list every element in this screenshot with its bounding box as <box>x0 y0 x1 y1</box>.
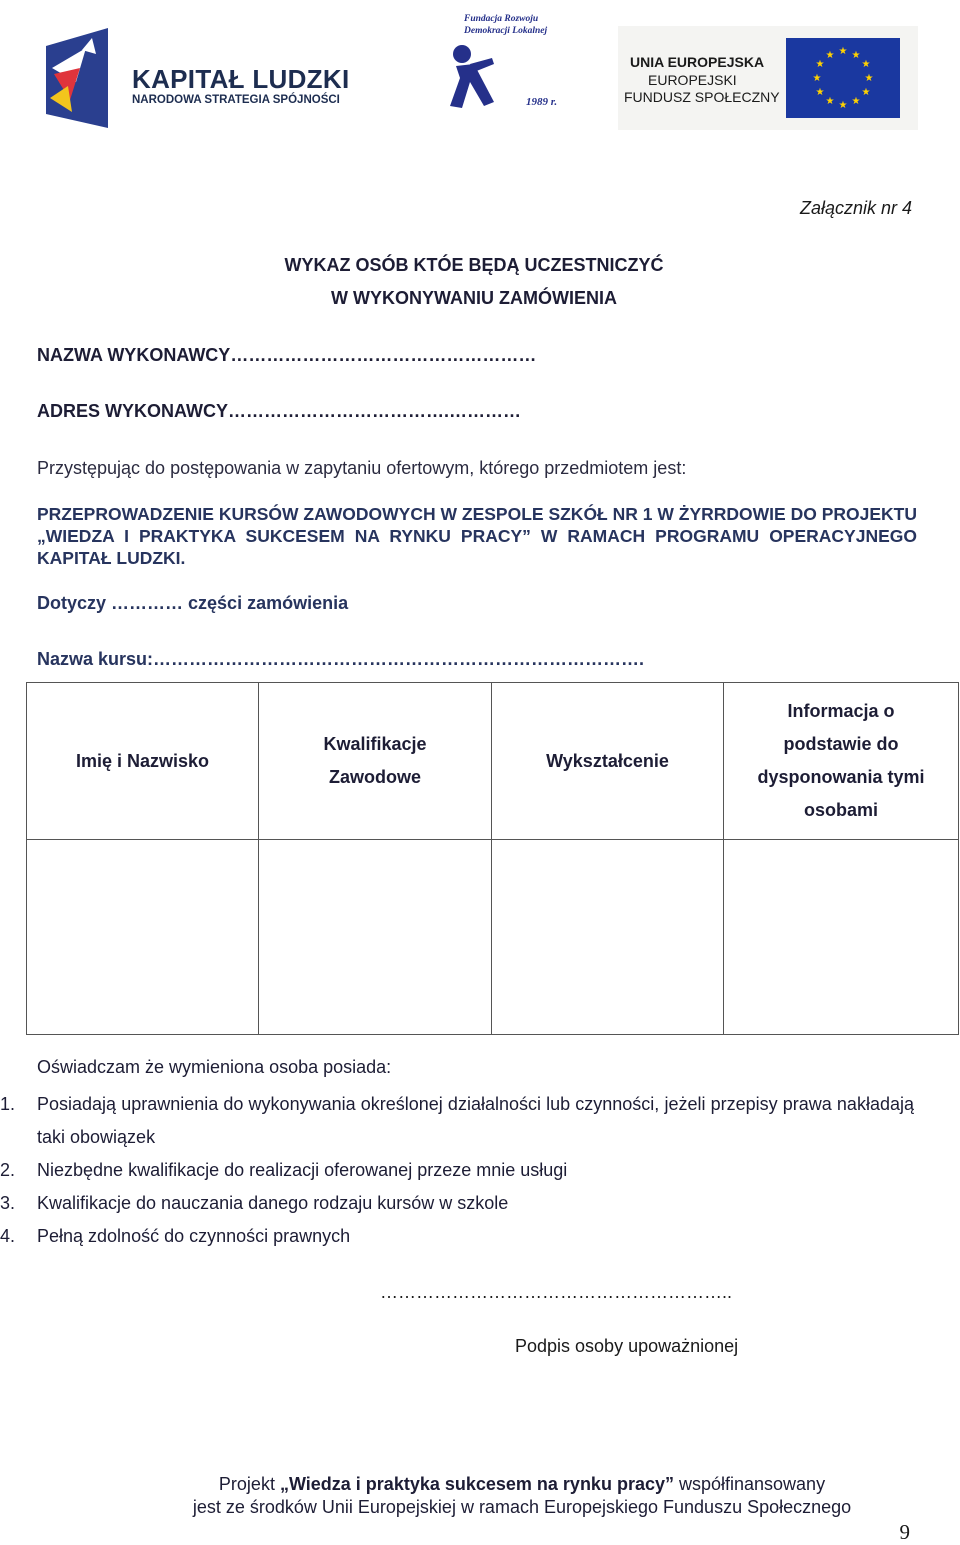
table-cell-disposal-basis[interactable] <box>724 840 959 1035</box>
svg-text:★: ★ <box>851 50 861 61</box>
header-name: Imię i Nazwisko <box>27 683 259 840</box>
kapital-ludzki-mark-icon <box>46 28 108 128</box>
fundacja-name-line2: Demokracji Lokalnej <box>464 26 548 36</box>
eu-logo <box>618 26 918 130</box>
svg-text:★: ★ <box>864 73 874 84</box>
document-title-line1: WYKAZ OSÓB KTÓE BĘDĄ UCZESTNICZYĆ <box>284 255 664 275</box>
list-item: 3. Kwalifikacje do nauczania danego rodzaju kursów w szkole <box>0 1193 509 1213</box>
list-item: 1. Posiadają uprawnienia do wykonywania określonej działalności lub czynności, jeżeli przepisy prawa nakładają taki obowiązek <box>0 1094 914 1147</box>
list-item: 4. Pełną zdolność do czynności prawnych <box>0 1226 351 1246</box>
signature-line[interactable]: ………………………………………………….. <box>380 1282 733 1302</box>
kapital-ludzki-title: KAPITAŁ LUDZKI <box>132 64 350 94</box>
persons-table <box>26 682 959 1035</box>
fundacja-name-line1: Fundacja Rozwoju <box>464 14 539 24</box>
footer-line2: jest ze środków Unii Europejskiej w ramach Europejskiego Funduszu Społecznego <box>192 1497 852 1517</box>
fundacja-logo <box>444 12 570 112</box>
intro-text: Przystępując do postępowania w zapytaniu ofertowym, którego przedmiotem jest: <box>37 458 687 478</box>
eu-flag-icon <box>786 38 900 118</box>
walking-figure-icon <box>448 38 518 110</box>
contractor-address-field[interactable]: ADRES WYKONAWCY……………………………….………… <box>37 401 522 421</box>
declaration-list <box>0 1088 914 1253</box>
svg-text:★: ★ <box>825 96 835 107</box>
kapital-ludzki-subtitle: NARODOWA STRATEGIA SPÓJNOŚCI <box>132 94 340 106</box>
eu-logo-line2: EUROPEJSKI <box>648 72 737 88</box>
svg-text:★: ★ <box>861 87 871 98</box>
subject-text: PRZEPROWADZENIE KURSÓW ZAWODOWYCH W ZESPOLE SZKÓŁ NR 1 W ŻYRRDOWIE DO PROJEKTU „WIEDZA I PRAKTYKA SUKCESEM NA RYNKU PRACY” W RAMACH PROGRAMU OPERACYJNEGO KAPITAŁ LUDZKI. <box>37 504 917 568</box>
fundacja-year: 1989 r. <box>526 96 558 108</box>
table-header-row <box>27 683 959 840</box>
footer-line1: Projekt „Wiedza i praktyka sukcesem na rynku pracy” współfinansowany <box>218 1474 826 1494</box>
table-cell-name[interactable] <box>27 840 259 1035</box>
svg-text:★: ★ <box>825 50 835 61</box>
annex-label: Załącznik nr 4 <box>799 198 912 218</box>
svg-text:★: ★ <box>838 46 848 57</box>
header-education: Wykształcenie <box>492 683 724 840</box>
svg-text:★: ★ <box>861 59 871 70</box>
page-number: 9 <box>899 1520 910 1544</box>
course-name-field[interactable]: Nazwa kursu:………………………………………………………………………. <box>37 649 645 669</box>
declaration-text: Oświadczam że wymieniona osoba posiada: <box>37 1057 392 1077</box>
header-disposal-basis: Informacja o podstawie do dysponowania tymi osobami <box>724 683 959 840</box>
table-cell-qualifications[interactable] <box>259 840 492 1035</box>
svg-text:★: ★ <box>815 87 825 98</box>
table-row <box>27 840 959 1035</box>
part-field[interactable]: Dotyczy ………… części zamówienia <box>37 593 349 613</box>
svg-text:★: ★ <box>815 59 825 70</box>
kapital-ludzki-logo <box>46 28 350 130</box>
table-cell-education[interactable] <box>492 840 724 1035</box>
svg-text:★: ★ <box>812 73 822 84</box>
svg-text:★: ★ <box>851 96 861 107</box>
signature-label: Podpis osoby upoważnionej <box>515 1336 739 1356</box>
eu-logo-line3: FUNDUSZ SPOŁECZNY <box>624 89 780 105</box>
eu-logo-line1: UNIA EUROPEJSKA <box>630 54 765 70</box>
document-title-line2: W WYKONYWANIU ZAMÓWIENIA <box>331 288 617 308</box>
header-qualifications: Kwalifikacje Zawodowe <box>259 683 492 840</box>
svg-text:★: ★ <box>838 100 848 111</box>
contractor-name-field[interactable]: NAZWA WYKONAWCY…………………………………………… <box>37 345 537 365</box>
list-item: 2. Niezbędne kwalifikacje do realizacji oferowanej przeze mnie usługi <box>0 1160 568 1180</box>
